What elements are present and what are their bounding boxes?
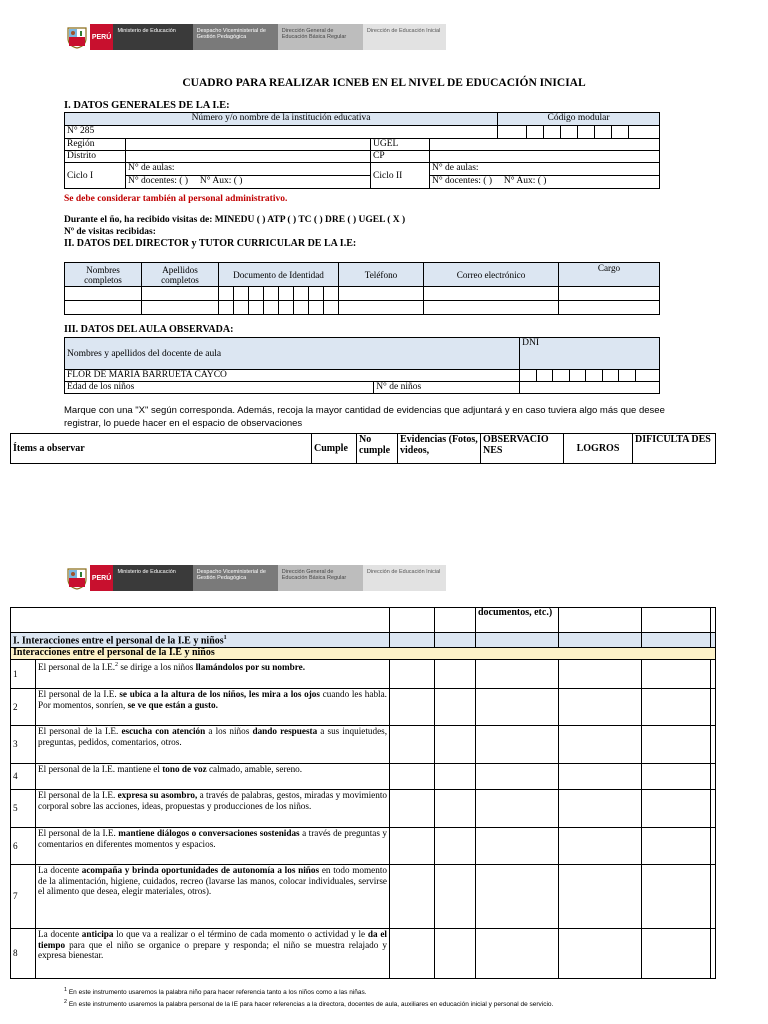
item-text: La docente acompaña y brinda oportunidades de autonomía a los niños en todo momento de la alimentación, higiene, cuidados, recreo (lavarse las manos, colocar individuales, servirse el alimento que desea, elegir materiales, otros). [36, 864, 390, 928]
footnote-2: $^2$ En este instrumento usaremos la palabra personal de la IE para hacer referencias a la directora, docentes de aula, auxiliares en educación inicial y personal de servicio. [64, 999, 554, 1009]
item-number: 8 [11, 928, 36, 978]
ciclo2-aulas: N° de aulas: [430, 163, 660, 176]
item-number: 2 [11, 688, 36, 725]
table-row [11, 789, 716, 827]
item-text: El personal de la I.E. expresa su asombro, a través de palabras, gestos, miradas y movimiento corporal sobre las acciones, ideas, propuestas y producciones de los niños. [36, 789, 390, 827]
item-number: 5 [11, 789, 36, 827]
instruction-text: Marque con una "X" según corresponda. Además, recoja la mayor cantidad de evidencias que adjuntará y en caso tuviera algo más que desee registrar, lo puede hacer en el espacio de observaciones [64, 405, 665, 429]
ciclo2-label: Ciclo II [371, 163, 430, 189]
section3-heading: III. DATOS DEL AULA OBSERVADA: [64, 324, 234, 335]
block-subheading: Interacciones entre el personal de la I.E y niños [11, 647, 716, 659]
table-row [11, 659, 716, 688]
school-name: N° 285 [65, 126, 498, 139]
ministry-header [64, 24, 446, 50]
item-number: 1 [11, 659, 36, 688]
teacher-label: Nombres y apellidos del docente de aula [65, 338, 520, 370]
item-text: La docente anticipa lo que va a realizar o el término de cada momento o actividad y le da el tiempo para que el niño se organice o prepare y responda; el niño se muestra relajado y expresa bienestar. [36, 928, 390, 978]
evidencias-header-cont: documentos, etc.) [476, 608, 559, 633]
item-text: El personal de la I.E.$^2$ se dirige a los niños llamándolos por su nombre. [36, 659, 390, 688]
header-viceministry: Despacho Viceministerial de Gestión Pedagógica [193, 24, 278, 50]
peru-crest-icon [64, 565, 90, 591]
staff-note: Se debe considerar también al personal administrativo. [64, 194, 288, 204]
ciclo2-aux: N° Aux: ( ) [503, 176, 547, 186]
item-text: El personal de la I.E. escucha con atención a los niños dando respuesta a sus inquietudes, preguntas, pedidos, comentarios, otros. [36, 725, 390, 763]
observation-header [10, 433, 716, 464]
director-table [64, 262, 660, 315]
section2-heading: II. DATOS DEL DIRECTOR y TUTOR CURRICULAR DE LA I.E: [64, 238, 357, 249]
table-row [11, 688, 716, 725]
col-documento: Documento de Identidad [219, 263, 339, 287]
table-row [11, 864, 716, 928]
peru-label: PERÚ [90, 24, 114, 50]
header-ministry: Ministerio de Educación [113, 565, 192, 591]
ciclo1-aux: N° Aux: ( ) [199, 176, 243, 186]
item-number: 6 [11, 827, 36, 864]
cumple-header: Cumple [312, 434, 357, 464]
teacher-name: FLOR DE MARIA BARRUETA CAYCO [65, 370, 520, 382]
general-data-table [64, 112, 660, 189]
header-direccion-general: Dirección General de Educación Básica Regular [278, 24, 363, 50]
header-direccion-general: Dirección General de Educación Básica Regular [278, 565, 363, 591]
ciclo1-label: Ciclo I [65, 163, 126, 189]
observation-table [10, 607, 716, 979]
peru-crest-icon [64, 24, 90, 50]
ministry-header-page2 [64, 565, 446, 591]
no-cumple-header: No cumple [357, 434, 398, 464]
observaciones-header: OBSERVACIO NES [481, 434, 564, 464]
section1-heading: I. DATOS GENERALES DE LA I.E: [64, 100, 230, 111]
footnote-1: $^1$ En este instrumento usaremos la palabra niño para hacer referencia tanto a los niños como a las niñas. [64, 987, 367, 997]
item-text: El personal de la I.E. se ubica a la altura de los niños, les mira a los ojos cuando les habla. Por momentos, sonríen, se ve que están a gusto. [36, 688, 390, 725]
cp-label: CP [371, 151, 430, 163]
peru-label: PERÚ [90, 565, 114, 591]
ciclo1-aulas: N° de aulas: [126, 163, 371, 176]
children-count-label: N° de niños [374, 382, 520, 394]
col-telefono: Teléfono [339, 263, 424, 287]
header-direccion-inicial: Dirección de Educación Inicial [363, 24, 446, 50]
items-header: Ítems a observar [11, 434, 312, 464]
header-viceministry: Despacho Viceministerial de Gestión Pedagógica [193, 565, 278, 591]
col-cargo: Cargo [559, 263, 660, 287]
region-label: Región [65, 139, 126, 151]
logros-header: LOGROS [564, 434, 633, 464]
evidencias-header: Evidencias (Fotos, videos, [398, 434, 481, 464]
table-row [11, 763, 716, 789]
visits-line: Durante el ño, ha recibido visitas de: MINEDU ( ) ATP ( ) TC ( ) DRE ( ) UGEL ( X ) [64, 215, 406, 225]
dificultades-header: DIFICULTA DES [633, 434, 716, 464]
document-title: CUADRO PARA REALIZAR ICNEB EN EL NIVEL DE EDUCACIÓN INICIAL [182, 77, 586, 89]
item-text: El personal de la I.E. mantiene diálogos o conversaciones sostenidas a través de preguntas y comentarios en diferentes momentos y espacios. [36, 827, 390, 864]
table-row [11, 827, 716, 864]
age-label: Edad de los niños [65, 382, 374, 394]
ugel-label: UGEL [371, 139, 430, 151]
block-heading: I. Interacciones entre el personal de la I.E y niños [13, 635, 224, 647]
col-modular-code: Código modular [498, 113, 660, 126]
dni-label: DNI [520, 338, 660, 370]
header-direccion-inicial: Dirección de Educación Inicial [363, 565, 446, 591]
item-number: 7 [11, 864, 36, 928]
header-ministry: Ministerio de Educación [113, 24, 192, 50]
ciclo2-docentes: N° docentes: ( ) [432, 176, 492, 186]
visits-count: Nº de visitas recibidas: [64, 227, 156, 237]
table-row [11, 725, 716, 763]
table-row [11, 928, 716, 978]
item-text: El personal de la I.E. mantiene el tono de voz calmado, amable, sereno. [36, 763, 390, 789]
item-number: 3 [11, 725, 36, 763]
col-correo: Correo electrónico [424, 263, 559, 287]
col-nombres: Nombres completos [65, 263, 142, 287]
col-apellidos: Apellidos completos [142, 263, 219, 287]
district-label: Distrito [65, 151, 126, 163]
ciclo1-docentes: N° docentes: ( ) [128, 176, 188, 186]
footnote-ref-1: 1 [223, 635, 227, 641]
item-number: 4 [11, 763, 36, 789]
classroom-table [64, 337, 660, 394]
col-institution-name: Número y/o nombre de la institución educativa [65, 113, 498, 126]
